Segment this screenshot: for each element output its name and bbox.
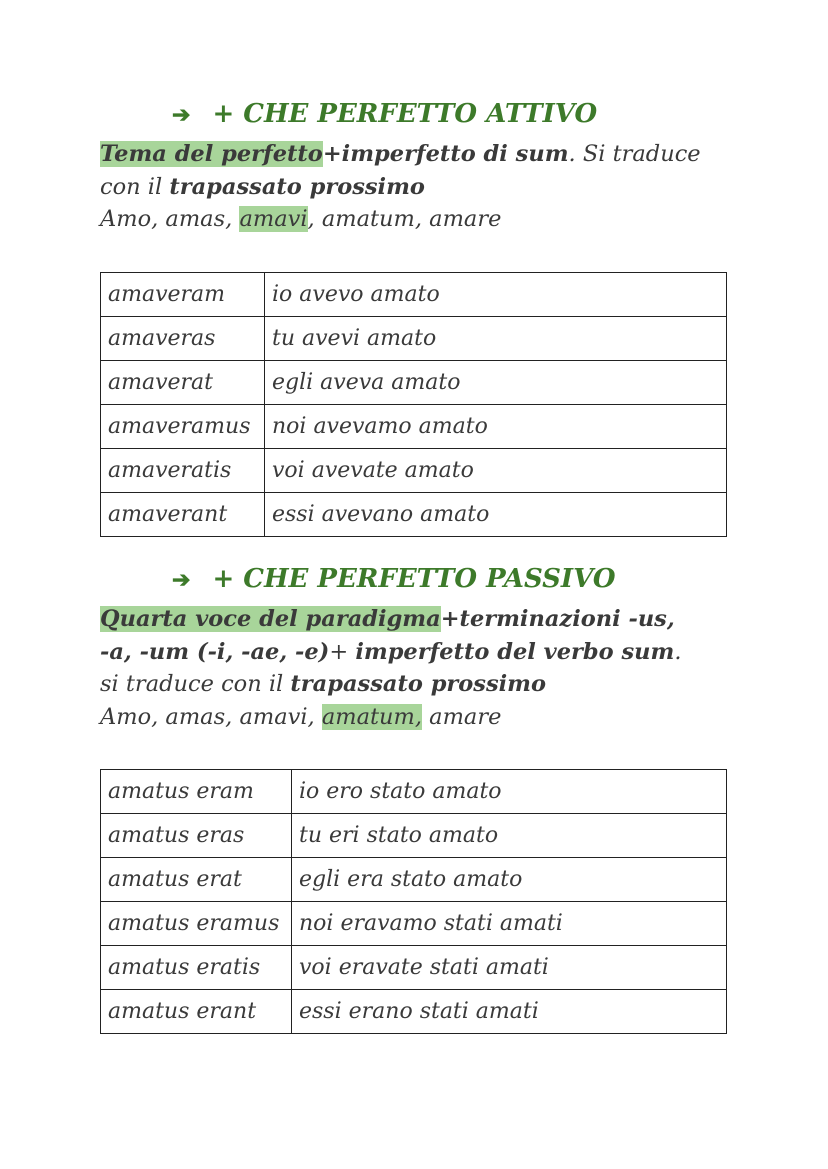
italian-cell: essi erano stati amati <box>292 990 727 1034</box>
highlight-text: amavi <box>239 206 308 232</box>
latin-cell: amatus eramus <box>101 902 292 946</box>
heading-title: + CHE PERFETTO PASSIVO <box>212 564 616 594</box>
latin-cell: amatus eras <box>101 814 292 858</box>
latin-cell: amaveras <box>101 316 265 360</box>
paradigm-after: amare <box>422 703 502 730</box>
table-row <box>101 902 727 946</box>
latin-cell: amaverat <box>101 360 265 404</box>
highlight-text: Quarta voce del paradigma <box>100 606 441 632</box>
bold-text: trapassato prossimo <box>169 173 425 200</box>
conjugation-table <box>100 272 727 537</box>
bold-text: +imperfetto di sum <box>322 141 569 167</box>
table-row <box>101 360 727 404</box>
table-row <box>101 946 727 990</box>
table-row <box>101 272 727 316</box>
section-perfetto-attivo <box>100 97 740 537</box>
italian-cell: noi eravamo stati amati <box>292 902 727 946</box>
italian-cell: tu eri stato amato <box>292 814 727 858</box>
conjugation-table <box>100 769 727 1034</box>
plain-text: . <box>674 638 682 665</box>
italian-cell: essi avevano amato <box>265 492 727 536</box>
italian-cell: io avevo amato <box>265 272 727 316</box>
latin-cell: amaverant <box>101 492 265 536</box>
italian-cell: io ero stato amato <box>292 770 727 814</box>
table-row <box>101 814 727 858</box>
paradigm-before: Amo, amas, <box>100 206 240 232</box>
highlight-text: amatum, <box>321 703 423 730</box>
latin-cell: amaveratis <box>101 448 265 492</box>
table-row <box>101 404 727 448</box>
italian-cell: voi avevate amato <box>265 448 727 492</box>
italian-cell: voi eravate stati amati <box>292 946 727 990</box>
latin-cell: amatus erant <box>101 990 292 1034</box>
arrow-right-icon: ➔ <box>172 102 191 128</box>
bold-text: imperfetto del verbo sum <box>355 638 675 665</box>
paradigm-before: Amo, amas, amavi, <box>100 703 322 730</box>
rule-description <box>100 603 740 733</box>
rule-description <box>100 138 740 236</box>
bold-text: trapassato prossimo <box>290 671 546 697</box>
section-heading <box>172 97 740 132</box>
table-row <box>101 858 727 902</box>
bold-text: -a, -um (-i, -ae, -e) <box>100 638 330 665</box>
section-perfetto-passivo <box>100 562 740 1034</box>
bold-text: +terminazioni -us, <box>440 606 675 632</box>
plain-text: . Si traduce <box>568 141 701 167</box>
italian-cell: egli era stato amato <box>292 858 727 902</box>
highlight-text: Tema del perfetto <box>100 141 323 167</box>
table-row <box>101 770 727 814</box>
table-row <box>101 990 727 1034</box>
italian-cell: tu avevi amato <box>265 316 727 360</box>
latin-cell: amaveram <box>101 272 265 316</box>
table-row <box>101 316 727 360</box>
latin-cell: amatus erat <box>101 858 292 902</box>
latin-cell: amatus eram <box>101 770 292 814</box>
heading-title: + CHE PERFETTO ATTIVO <box>212 99 598 129</box>
table-row <box>101 448 727 492</box>
plain-text: + <box>329 638 356 665</box>
paradigm-after: , amatum, amare <box>307 206 502 232</box>
italian-cell: noi avevamo amato <box>265 404 727 448</box>
plain-text: con il <box>100 173 170 200</box>
section-heading <box>172 562 740 597</box>
italian-cell: egli aveva amato <box>265 360 727 404</box>
latin-cell: amatus eratis <box>101 946 292 990</box>
arrow-right-icon: ➔ <box>172 567 191 593</box>
latin-cell: amaveramus <box>101 404 265 448</box>
table-row <box>101 492 727 536</box>
plain-text: si traduce con il <box>100 671 291 697</box>
